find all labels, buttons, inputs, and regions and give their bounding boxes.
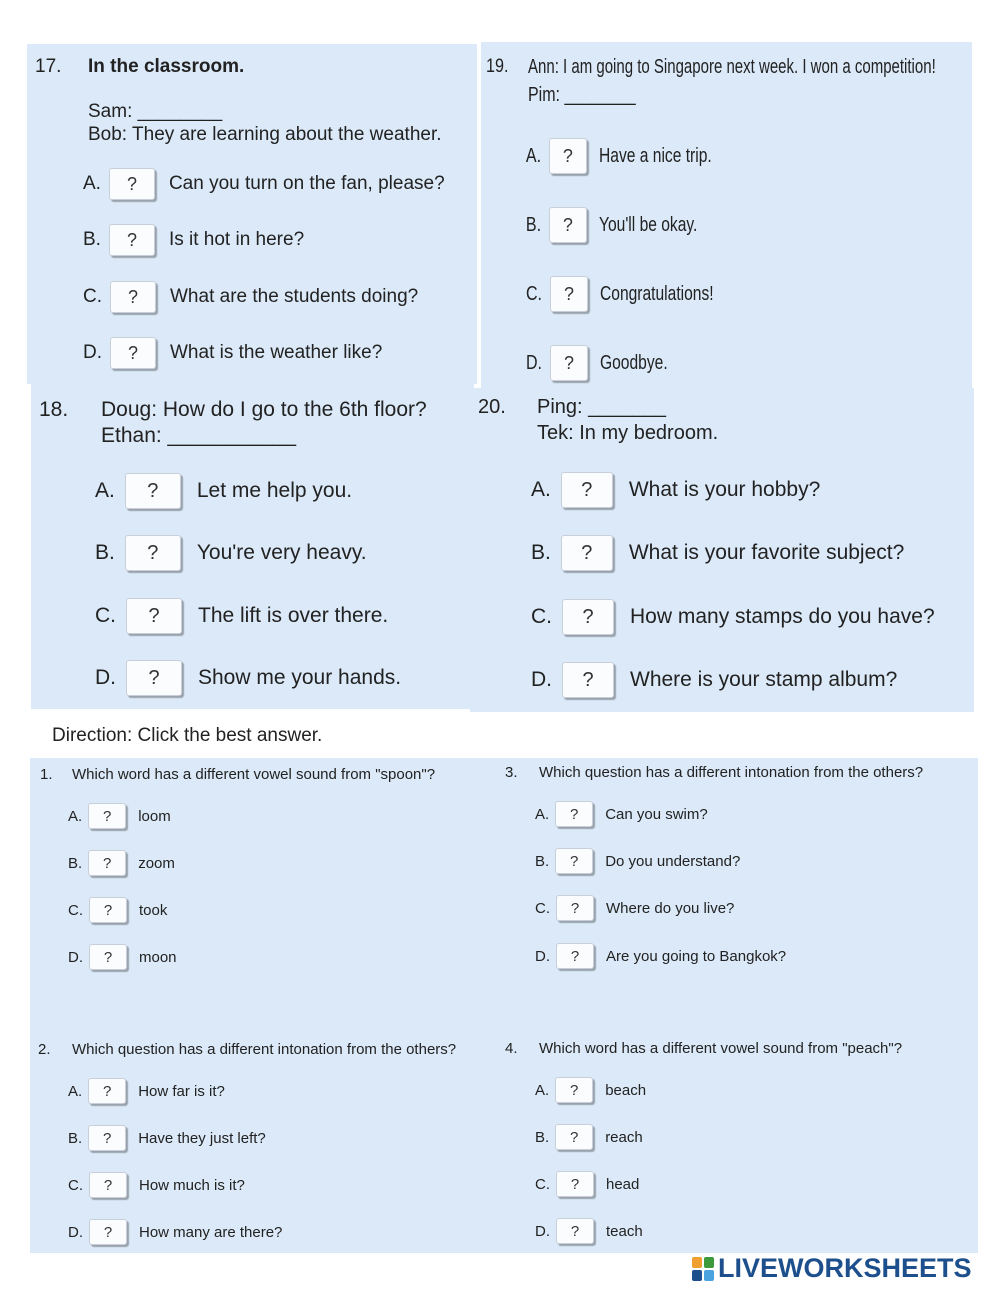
option-b — [531, 535, 904, 571]
dialogue-line-2: Pim: ________ — [528, 84, 636, 106]
dialogue-line-2: Ethan: ___________ — [101, 424, 297, 447]
dialogue-line-1: Ann: I am going to Singapore next week. I won a competition! — [528, 56, 936, 78]
option-text: teach — [606, 1222, 643, 1240]
dialogue-line-2: Tek: In my bedroom. — [537, 422, 719, 444]
answer-button-b[interactable]: ? — [88, 850, 126, 876]
option-text: Are you going to Bangkok? — [606, 947, 787, 965]
question-18-panel — [31, 384, 474, 709]
answer-button-c[interactable]: ? — [89, 1172, 127, 1198]
option-letter: A. — [535, 1081, 550, 1099]
option-c — [95, 598, 388, 634]
answer-button-d[interactable]: ? — [562, 662, 614, 698]
option-text: Where do you live? — [606, 899, 735, 917]
question-number: 2. — [38, 1041, 51, 1058]
dialogue-line-1: Doug: How do I go to the 6th floor? — [101, 398, 427, 421]
option-letter: B. — [531, 541, 551, 564]
option-letter: C. — [68, 901, 83, 919]
option-c — [68, 897, 167, 923]
option-text: Congratulations! — [600, 282, 714, 305]
answer-button-d[interactable]: ? — [126, 660, 182, 696]
option-c — [68, 1172, 245, 1198]
answer-button-d[interactable]: ? — [556, 1218, 594, 1244]
logo-text: LIVEWORKSHEETS — [718, 1253, 972, 1283]
option-text: Have a nice trip. — [598, 144, 712, 167]
option-b — [95, 535, 367, 571]
answer-button-b[interactable]: ? — [88, 1125, 126, 1151]
answer-button-a[interactable]: ? — [88, 1078, 126, 1104]
answer-button-c[interactable]: ? — [556, 895, 594, 921]
option-letter: B. — [68, 1129, 83, 1147]
option-text: Can you swim? — [605, 805, 708, 823]
option-text: You'll be okay. — [598, 213, 698, 236]
option-b — [83, 224, 304, 256]
answer-button-d[interactable]: ? — [110, 337, 156, 369]
option-letter: A. — [535, 805, 550, 823]
answer-button-b[interactable]: ? — [109, 224, 155, 256]
option-text: Do you understand? — [605, 852, 741, 870]
option-letter: A. — [83, 173, 101, 194]
answer-button-a[interactable]: ? — [88, 803, 126, 829]
answer-button-a[interactable]: ? — [549, 138, 587, 174]
option-text: What is your hobby? — [628, 478, 821, 501]
option-letter: C. — [535, 899, 550, 917]
answer-button-c[interactable]: ? — [556, 1171, 594, 1197]
question-number: 1. — [40, 766, 53, 783]
option-letter: B. — [83, 229, 101, 250]
option-b — [535, 1124, 643, 1150]
dialogue-line-1: Sam: ________ — [88, 101, 223, 122]
option-letter: D. — [531, 668, 552, 691]
answer-button-d[interactable]: ? — [550, 345, 588, 381]
option-letter: B. — [535, 852, 550, 870]
answer-button-b[interactable]: ? — [555, 848, 593, 874]
questions-3-4-panel — [494, 758, 978, 1253]
option-letter: D. — [68, 948, 83, 966]
option-letter: A. — [68, 1082, 83, 1100]
option-d — [68, 1219, 282, 1245]
option-letter: B. — [535, 1128, 550, 1146]
answer-button-c[interactable]: ? — [126, 598, 182, 634]
answer-button-c[interactable]: ? — [562, 599, 614, 635]
option-c — [531, 599, 935, 635]
option-letter: D. — [68, 1223, 83, 1241]
option-letter: A. — [68, 807, 83, 825]
option-text: What is your favorite subject? — [628, 541, 905, 564]
option-letter: C. — [95, 604, 116, 627]
answer-button-d[interactable]: ? — [89, 1219, 127, 1245]
option-letter: A. — [531, 478, 551, 501]
option-letter: C. — [526, 282, 542, 305]
option-letter: A. — [525, 144, 542, 167]
option-b — [68, 850, 175, 876]
question-number: 4. — [505, 1040, 518, 1057]
option-text: What are the students doing? — [170, 286, 419, 307]
option-d — [83, 337, 382, 369]
option-text: loom — [138, 807, 171, 825]
option-b — [68, 1125, 266, 1151]
dialogue-line-2: Bob: They are learning about the weather. — [88, 124, 442, 145]
question-text: Which question has a different intonation from the others? — [539, 764, 924, 781]
answer-button-b[interactable]: ? — [555, 1124, 593, 1150]
answer-button-b[interactable]: ? — [125, 535, 181, 571]
answer-button-c[interactable]: ? — [89, 897, 127, 923]
option-a — [535, 801, 708, 827]
option-text: reach — [605, 1128, 643, 1146]
option-text: Show me your hands. — [198, 666, 402, 689]
option-letter: C. — [531, 605, 552, 628]
direction-text: Direction: Click the best answer. — [52, 725, 323, 746]
option-a — [95, 473, 352, 509]
option-letter: C. — [535, 1175, 550, 1193]
option-text: moon — [139, 948, 177, 966]
option-a — [535, 1077, 646, 1103]
option-text: How many stamps do you have? — [630, 605, 935, 628]
option-a — [68, 803, 171, 829]
liveworksheets-logo[interactable] — [692, 1253, 972, 1284]
question-19-panel — [481, 42, 972, 388]
option-letter: D. — [535, 1222, 550, 1240]
answer-button-b[interactable]: ? — [549, 207, 587, 243]
option-letter: B. — [95, 541, 115, 564]
option-text: How much is it? — [139, 1176, 245, 1194]
option-d — [535, 1218, 643, 1244]
question-number: 3. — [505, 764, 518, 781]
question-text: Which word has a different vowel sound from "spoon"? — [72, 766, 436, 783]
option-b — [535, 848, 740, 874]
option-letter: D. — [526, 351, 542, 374]
option-b — [524, 207, 725, 243]
option-text: How far is it? — [138, 1082, 225, 1100]
answer-button-b[interactable]: ? — [561, 535, 613, 571]
answer-button-c[interactable]: ? — [110, 281, 156, 313]
question-20-panel — [470, 388, 974, 712]
option-text: Is it hot in here? — [168, 229, 305, 250]
question-17-panel — [27, 44, 477, 384]
option-c — [535, 1171, 639, 1197]
question-number: 17. — [35, 56, 62, 77]
option-text: The lift is over there. — [198, 604, 389, 627]
option-d — [95, 660, 401, 696]
answer-button-d[interactable]: ? — [89, 944, 127, 970]
option-text: took — [139, 901, 168, 919]
option-text: head — [606, 1175, 640, 1193]
option-letter: D. — [83, 342, 102, 363]
option-letter: C. — [68, 1176, 83, 1194]
option-text: You're very heavy. — [196, 541, 367, 564]
option-c — [535, 895, 734, 921]
option-a — [68, 1078, 225, 1104]
answer-button-a[interactable]: ? — [125, 473, 181, 509]
option-text: Have they just left? — [138, 1129, 266, 1147]
option-letter: C. — [83, 286, 102, 307]
question-number: 19. — [486, 56, 509, 77]
question-number: 20. — [478, 396, 506, 418]
option-c — [83, 281, 418, 313]
option-text: zoom — [138, 854, 175, 872]
option-a — [531, 472, 820, 508]
answer-button-a[interactable]: ? — [555, 1077, 593, 1103]
option-letter: D. — [95, 666, 116, 689]
question-text: Which question has a different intonation from the others? — [72, 1041, 457, 1058]
answer-button-a[interactable]: ? — [109, 168, 155, 200]
question-number: 18. — [39, 398, 69, 421]
questions-1-2-panel — [30, 758, 494, 1253]
answer-button-a[interactable]: ? — [555, 801, 593, 827]
option-d — [68, 944, 177, 970]
option-text: Where is your stamp album? — [630, 668, 898, 691]
answer-button-d[interactable]: ? — [556, 943, 594, 969]
answer-button-c[interactable]: ? — [550, 276, 588, 312]
option-text: Let me help you. — [196, 479, 353, 502]
option-a — [83, 168, 445, 200]
liveworksheets-grid-icon — [692, 1257, 714, 1281]
option-c — [524, 276, 746, 312]
option-text: How many are there? — [139, 1223, 283, 1241]
option-letter: B. — [525, 213, 542, 236]
option-text: Can you turn on the fan, please? — [168, 173, 445, 194]
option-text: Goodbye. — [600, 351, 668, 374]
option-d — [531, 662, 897, 698]
answer-button-a[interactable]: ? — [561, 472, 613, 508]
option-letter: B. — [68, 854, 83, 872]
option-letter: A. — [95, 479, 115, 502]
dialogue-line-1: Ping: _______ — [537, 396, 667, 418]
option-d — [524, 345, 687, 381]
option-text: What is the weather like? — [170, 342, 383, 363]
question-title: In the classroom. — [88, 56, 245, 77]
option-text: beach — [605, 1081, 647, 1099]
option-d — [535, 943, 786, 969]
option-letter: D. — [535, 947, 550, 965]
question-text: Which word has a different vowel sound from "peach"? — [539, 1040, 903, 1057]
option-a — [524, 138, 743, 174]
